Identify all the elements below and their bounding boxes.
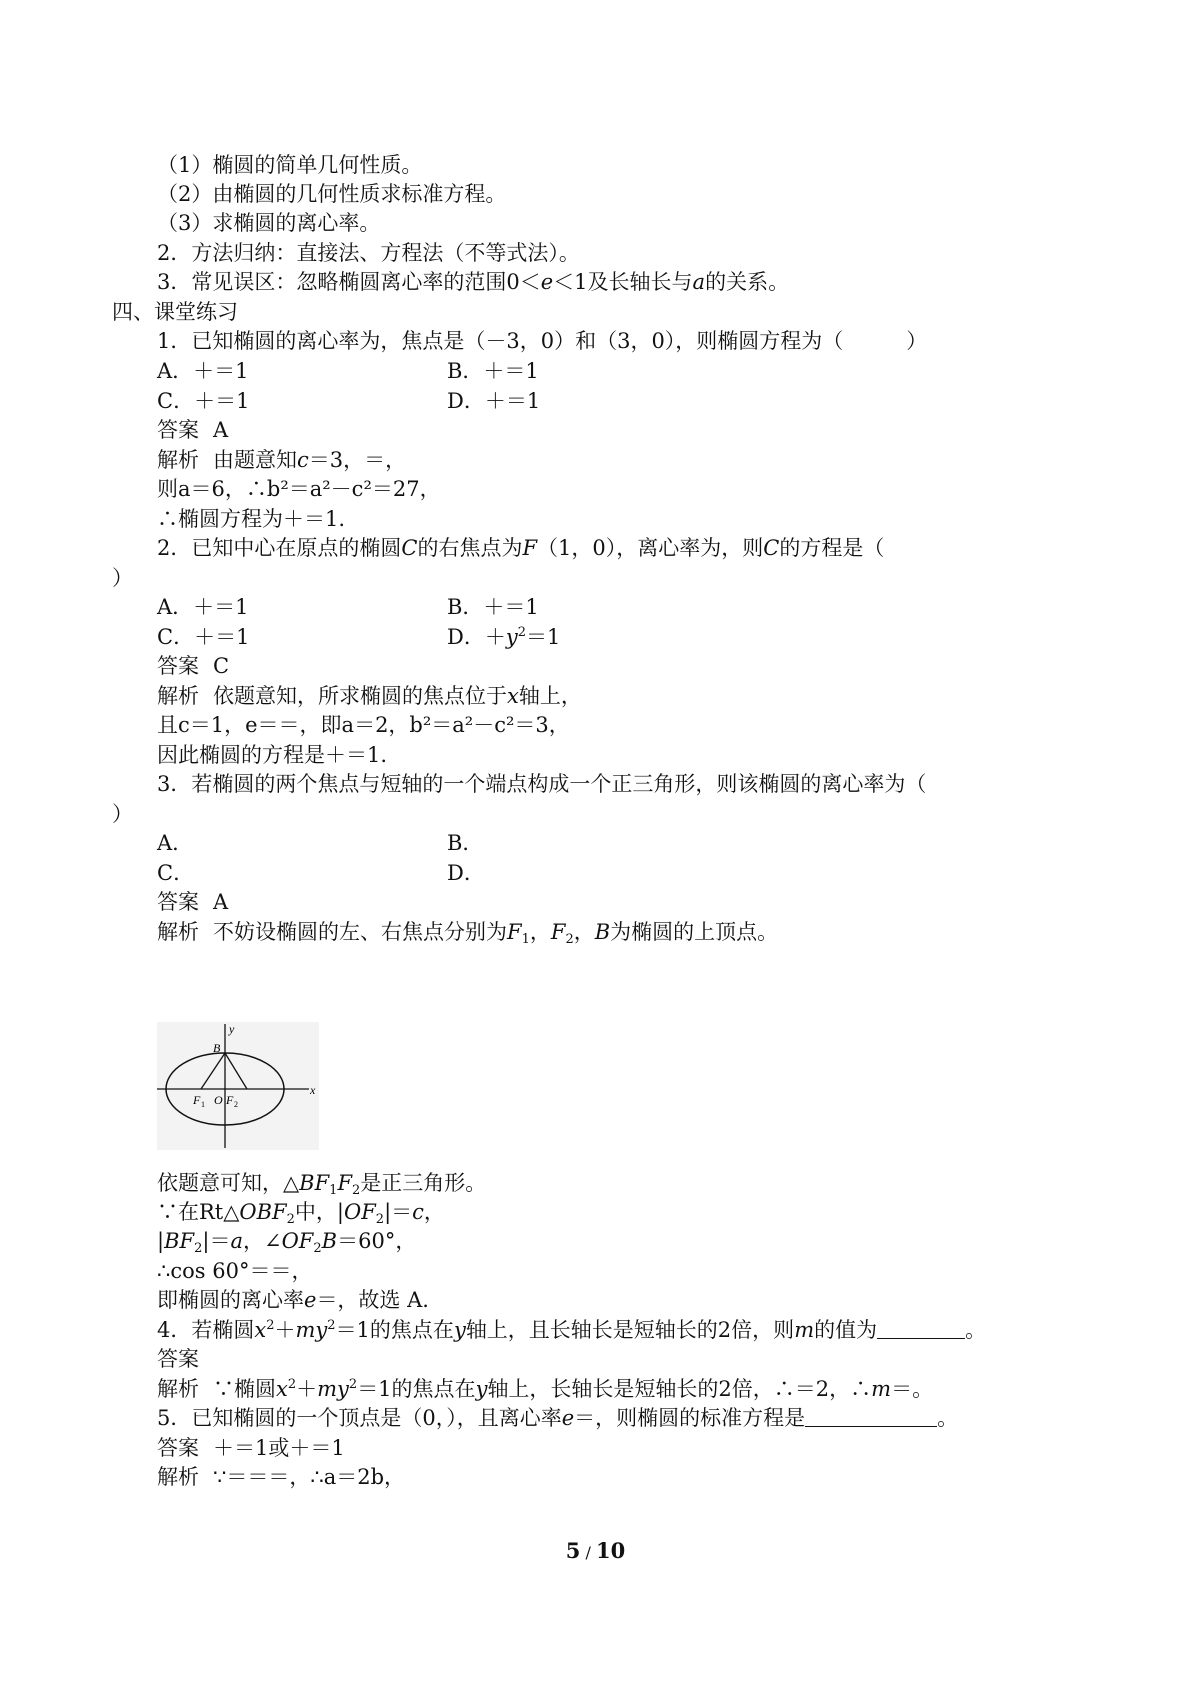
- q2-solution-3: 因此椭圆的方程是＋＝1.: [157, 743, 388, 767]
- q3-stem-close: ）: [112, 802, 133, 826]
- q3-option-c: C．: [157, 861, 195, 885]
- q3-answer: 答案 A: [157, 890, 229, 914]
- summary-item-2: （2）由椭圆的几何性质求标准方程。: [157, 182, 507, 206]
- q5-stem: 5．已知椭圆的一个顶点是（0，），且离心率e＝，则椭圆的标准方程是 。: [157, 1406, 959, 1430]
- common-mistakes: 3．常见误区：忽略椭圆离心率的范围0＜e＜1及长轴长与a的关系。: [157, 270, 790, 294]
- segment-bf2: [225, 1053, 247, 1089]
- q3-option-d: D．: [447, 861, 485, 885]
- q3-solution-3: ∵在$Rt\triangle OBF_2$中，$|OF_2|=c$，: [157, 1200, 445, 1227]
- label-o: O: [214, 1093, 223, 1107]
- q2-option-b: B．＋＝1: [447, 595, 539, 619]
- q3-solution-1: 解析 不妨设椭圆的左、右焦点分别为$F_1$，$F_2$，B为椭圆的上顶点。: [157, 920, 779, 947]
- q1-option-d: D．＋＝1: [447, 389, 541, 413]
- label-f2-sub: 2: [234, 1100, 238, 1109]
- method-summary: 2．方法归纳：直接法、方程法（不等式法）。: [157, 241, 580, 265]
- q1-solution-2: 则a＝6，∴b²＝a²－c²＝27，: [157, 477, 441, 501]
- q3-stem: 3．若椭圆的两个焦点与短轴的一个端点构成一个正三角形，则该椭圆的离心率为（: [157, 772, 927, 796]
- ellipse-diagram: [157, 1022, 319, 1150]
- summary-item-3: （3）求椭圆的离心率。: [157, 211, 381, 235]
- label-b: B: [213, 1041, 221, 1055]
- label-y: y: [229, 1022, 235, 1036]
- ellipse-figure: [157, 1022, 319, 1150]
- q2-option-a: A．＋＝1: [157, 595, 249, 619]
- q2-solution-2: 且c＝1，e＝＝，即a＝2，b²＝a²－c²＝3，: [157, 713, 570, 737]
- q2-option-c: C．＋＝1: [157, 625, 250, 649]
- q4-answer: 答案: [157, 1347, 199, 1371]
- page-number: 5 / 10: [565, 1538, 626, 1563]
- q3-solution-5: ∴cos 60°＝＝，: [157, 1259, 313, 1283]
- q1-solution-3: ∴椭圆方程为＋＝1.: [157, 507, 346, 531]
- q1-solution-1: 解析 由题意知c＝3，＝，: [157, 448, 407, 472]
- label-x: x: [310, 1083, 316, 1097]
- label-f1-sub: 1: [201, 1100, 205, 1109]
- q3-option-a: A．: [157, 831, 194, 855]
- label-f2: F: [226, 1093, 234, 1107]
- q4-solution: 解析 ∵椭圆$x^2+my^2=1$的焦点在y轴上，长轴长是短轴长的2倍，∴＝2，∴m＝。: [157, 1377, 934, 1401]
- q2-stem: 2．已知中心在原点的椭圆C的右焦点为F（1，0），离心率为，则C的方程是（: [157, 536, 885, 560]
- label-f1: F: [193, 1093, 201, 1107]
- q1-option-c: C．＋＝1: [157, 389, 250, 413]
- q2-solution-1: 解析 依题意知，所求椭圆的焦点位于x轴上，: [157, 684, 582, 708]
- q3-option-b: B．: [447, 831, 484, 855]
- segment-bf1: [201, 1053, 225, 1089]
- q2-stem-close: ）: [112, 566, 133, 590]
- q4-answer-blank[interactable]: [877, 1318, 965, 1339]
- q2-option-d: D．$+y^2=1$: [447, 625, 561, 649]
- q4-stem: 4．若椭圆$x^2+my^2=1$的焦点在y轴上，且长轴长是短轴长的2倍，则m的值为 。: [157, 1318, 987, 1342]
- summary-item-1: （1）椭圆的简单几何性质。: [157, 153, 423, 177]
- q1-answer: 答案 A: [157, 418, 229, 442]
- q1-stem: 1．已知椭圆的离心率为，焦点是（－3，0）和（3，0），则椭圆方程为（ ）: [157, 329, 928, 353]
- section-title: 四、课堂练习: [112, 300, 238, 324]
- q5-solution: 解析 ∵＝＝＝，∴a＝2b，: [157, 1465, 406, 1489]
- q1-option-b: B．＋＝1: [447, 359, 539, 383]
- q5-answer: 答案 ＋＝1或＋＝1: [157, 1436, 345, 1460]
- q3-solution-6: 即椭圆的离心率e＝，故选 A.: [157, 1288, 429, 1312]
- q2-answer: 答案 C: [157, 654, 230, 678]
- q5-answer-blank[interactable]: [805, 1406, 937, 1427]
- q1-option-a: A．＋＝1: [157, 359, 249, 383]
- q3-solution-2: 依题意可知，$\triangle BF_1F_2$是正三角形。: [157, 1171, 487, 1198]
- q3-solution-4: $|BF_2|=a$，$\angle OF_2B=60^\circ$，: [157, 1229, 417, 1256]
